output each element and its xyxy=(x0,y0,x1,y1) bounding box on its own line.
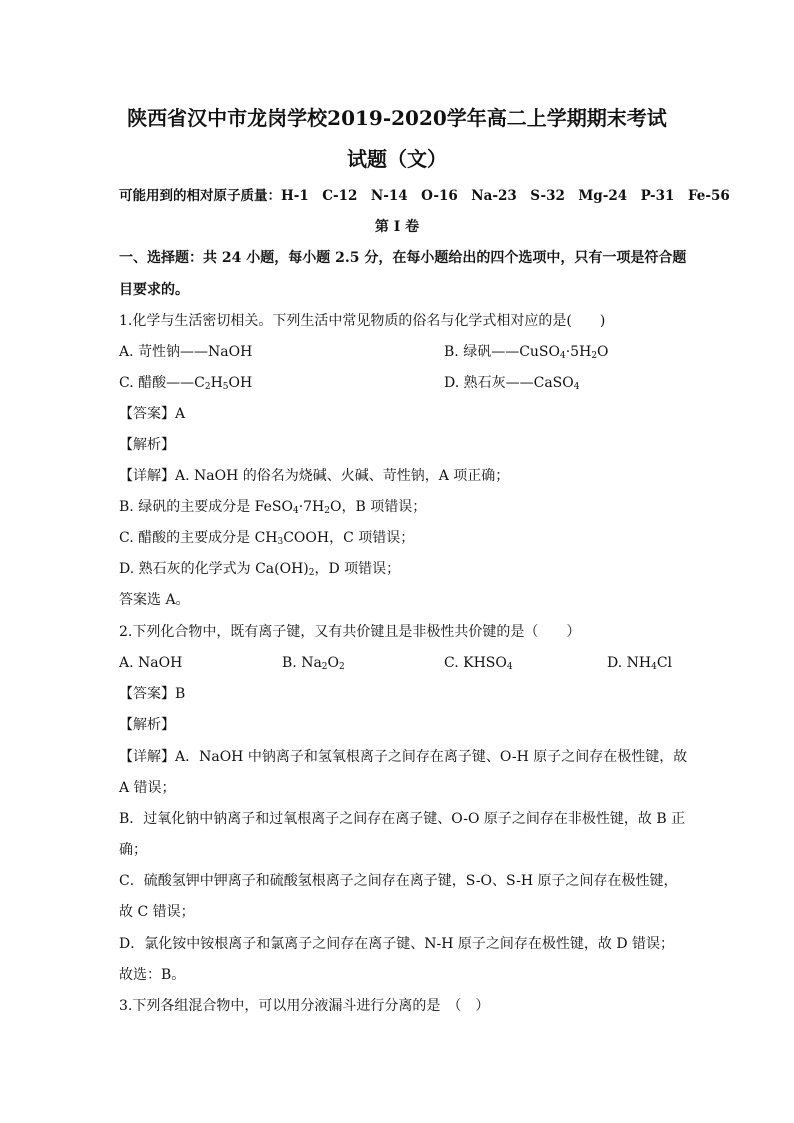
q2-analysis-label: 【解析】 xyxy=(119,717,175,733)
document-subtitle: 试题（文） xyxy=(347,147,447,171)
question-2-stem: 2.下列化合物中，既有离子键，又有共价键且是非极性共价键的是（ ） xyxy=(119,624,581,640)
q2-detail-a: 【详解】A．NaOH 中钠离子和氢氧根离子之间存在离子键、O-H 原子之间存在极性键，故 xyxy=(119,749,688,765)
q2-detail-a-cont: A 错误； xyxy=(119,780,176,796)
q2-conclusion: 故选：B。 xyxy=(119,967,186,983)
q1-option-a: A. 苛性钠——NaOH xyxy=(119,344,253,360)
document-title: 陕西省汉中市龙岗学校2019-2020学年高二上学期期末考试 xyxy=(127,106,667,130)
q1-answer: 【答案】A xyxy=(119,406,186,422)
question-1-stem: 1.化学与生活密切相关。下列生活中常见物质的俗名与化学式相对应的是( ) xyxy=(119,313,606,329)
q2-detail-b-cont: 确； xyxy=(119,842,147,858)
atomic-mass-line: 可能用到的相对原子质量：H-1 C-12 N-14 O-16 Na-23 S-32 Mg-24 P-31 Fe-56 xyxy=(119,188,730,204)
q2-answer: 【答案】B xyxy=(119,686,186,702)
q1-detail-a: 【详解】A. NaOH 的俗名为烧碱、火碱、苛性钠，A 项正确； xyxy=(119,468,510,484)
section-header: 一、选择题：共 24 小题，每小题 2.5 分，在每小题给出的四个选项中，只有一项是符合题 xyxy=(119,250,687,266)
q2-option-d: D. $NH_4Cl$ xyxy=(607,655,673,672)
q2-detail-b: B．过氧化钠中钠离子和过氧根离子之间存在离子键、O-O 原子之间存在非极性键，故 B 正 xyxy=(119,811,686,827)
q2-detail-d: D．氯化铵中铵根离子和氯离子之间存在离子键、N-H 原子之间存在极性键，故 D 错误； xyxy=(119,936,674,952)
q1-option-c: C. 醋酸$——C_2H_5OH$ xyxy=(119,375,253,392)
q2-option-a: A. NaOH xyxy=(119,655,183,671)
q1-detail-b: B. 绿矾的主要成分是 $FeSO_4\cdot 7H_2O$，B 项错误； xyxy=(119,499,427,516)
q2-option-b: B. $Na_2O_2$ xyxy=(282,655,345,672)
q2-detail-c: C．硫酸氢钾中钾离子和硫酸氢根离子之间存在离子键，S-O、S-H 原子之间存在极性键， xyxy=(119,873,678,889)
section-header-cont: 目要求的。 xyxy=(119,282,189,298)
question-3-stem: 3.下列各组混合物中，可以用分液漏斗进行分离的是 （ ） xyxy=(119,998,490,1014)
q1-option-b: B. 绿矾$——CuSO_4\cdot 5H_2O$ xyxy=(444,344,609,361)
q2-option-c: C. $KHSO_4$ xyxy=(444,655,513,672)
q1-conclusion: 答案选 A。 xyxy=(119,592,190,608)
q1-option-d: D. 熟石灰——CaSO$_4$ xyxy=(444,375,580,392)
volume-label: 第 I 卷 xyxy=(374,219,420,235)
q1-detail-d: D. 熟石灰的化学式为 $Ca(OH)_2$，D 项错误； xyxy=(119,561,401,578)
q1-analysis-label: 【解析】 xyxy=(119,437,175,453)
q1-detail-c: C. 醋酸的主要成分是 $CH_3COOH$，C 项错误； xyxy=(119,530,415,547)
q2-detail-c-cont: 故 C 错误； xyxy=(119,904,195,920)
